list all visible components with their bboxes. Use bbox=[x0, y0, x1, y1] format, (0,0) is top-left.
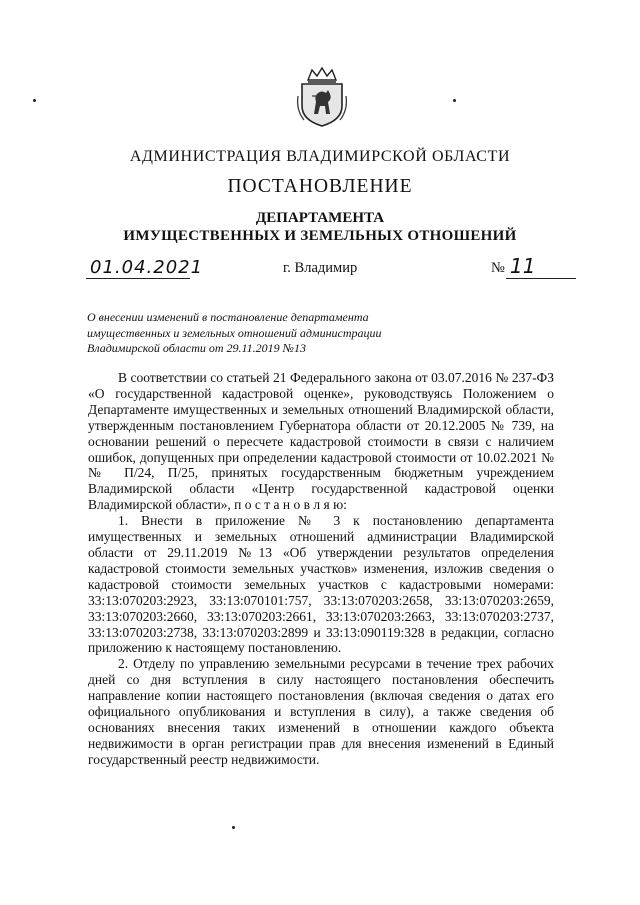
number-label: № bbox=[491, 260, 505, 276]
preamble-paragraph: В соответствии со статьей 21 Федерального закона от 03.07.2016 № 237-ФЗ «О государственной кадастровой оценке», руководствуясь Положением о Департаменте имущественных и земельных отношений Владимирской области, утвержденным постановлением Губернатора области от 20.12.2005 № 739, на основании решений о пересчете кадастровой стоимости в связи с наличием ошибок, допущенных при определении кадастровой стоимости от 10.02.2021 №№ П/24, П/25, принятых государственным бюджетным учреждением Владимирской области «Центр государственной кадастровой оценки Владимирской области», п о с т а н о в л я ю: bbox=[88, 370, 554, 513]
date-underline bbox=[86, 278, 190, 279]
scan-speck bbox=[33, 99, 36, 102]
document-date: 01.04.2021 bbox=[90, 257, 204, 278]
item-1-paragraph: 1. Внести в приложение № 3 к постановлению департамента имущественных и земельных отношений администрации Владимирской области от 29.11.2019 №13 «Об утверждении результатов определения кадастровой стоимости земельных участков» изменения, изложив сведения о кадастровой стоимости земельных участков с кадастровыми номерами: 33:13:070203:2923, 33:13:070101:757, 33:13:070203:2658, 33:13:070203:2659, 33:13:070203:2660, 33:13:070203:2661, 33:13:070203:2663, 33:13:070203:2737, 33:13:070203:2738, 33:13:070203:2899 и 33:13:090119:328 в редакции, согласно приложению к настоящему постановлению. bbox=[88, 513, 554, 656]
document-number: 11 bbox=[510, 254, 536, 278]
document-subject: О внесении изменений в постановление департамента имущественных и земельных отношений администрации Владимирской области от 29.11.2019 №13 bbox=[87, 310, 382, 355]
number-underline bbox=[506, 278, 576, 279]
document-type: ПОСТАНОВЛЕНИЕ bbox=[227, 176, 413, 197]
department-line-1: ДЕПАРТАМЕНТА bbox=[255, 210, 385, 226]
vladimir-coat-of-arms-icon bbox=[294, 66, 350, 128]
administration-title: АДМИНИСТРАЦИЯ ВЛАДИМИРСКОЙ ОБЛАСТИ bbox=[129, 148, 511, 165]
scan-speck bbox=[453, 99, 456, 102]
scan-speck bbox=[232, 826, 235, 829]
department-line-2: ИМУЩЕСТВЕННЫХ И ЗЕМЕЛЬНЫХ ОТНОШЕНИЙ bbox=[123, 228, 517, 244]
document-meta bbox=[0, 254, 640, 281]
document-city: г. Владимир bbox=[283, 260, 358, 276]
document-body bbox=[88, 370, 554, 768]
item-2-paragraph: 2. Отделу по управлению земельными ресурсами в течение трех рабочих дней со дня вступления в силу настоящего постановления обеспечить направление копии настоящего постановления (включая сведения о датах его официального опубликования и вступления в силу), а также сведения об основаниях внесения таких изменений в отношении каждого объекта недвижимости в орган регистрации прав для внесения изменений в Единый государственный реестр недвижимости. bbox=[88, 656, 554, 767]
